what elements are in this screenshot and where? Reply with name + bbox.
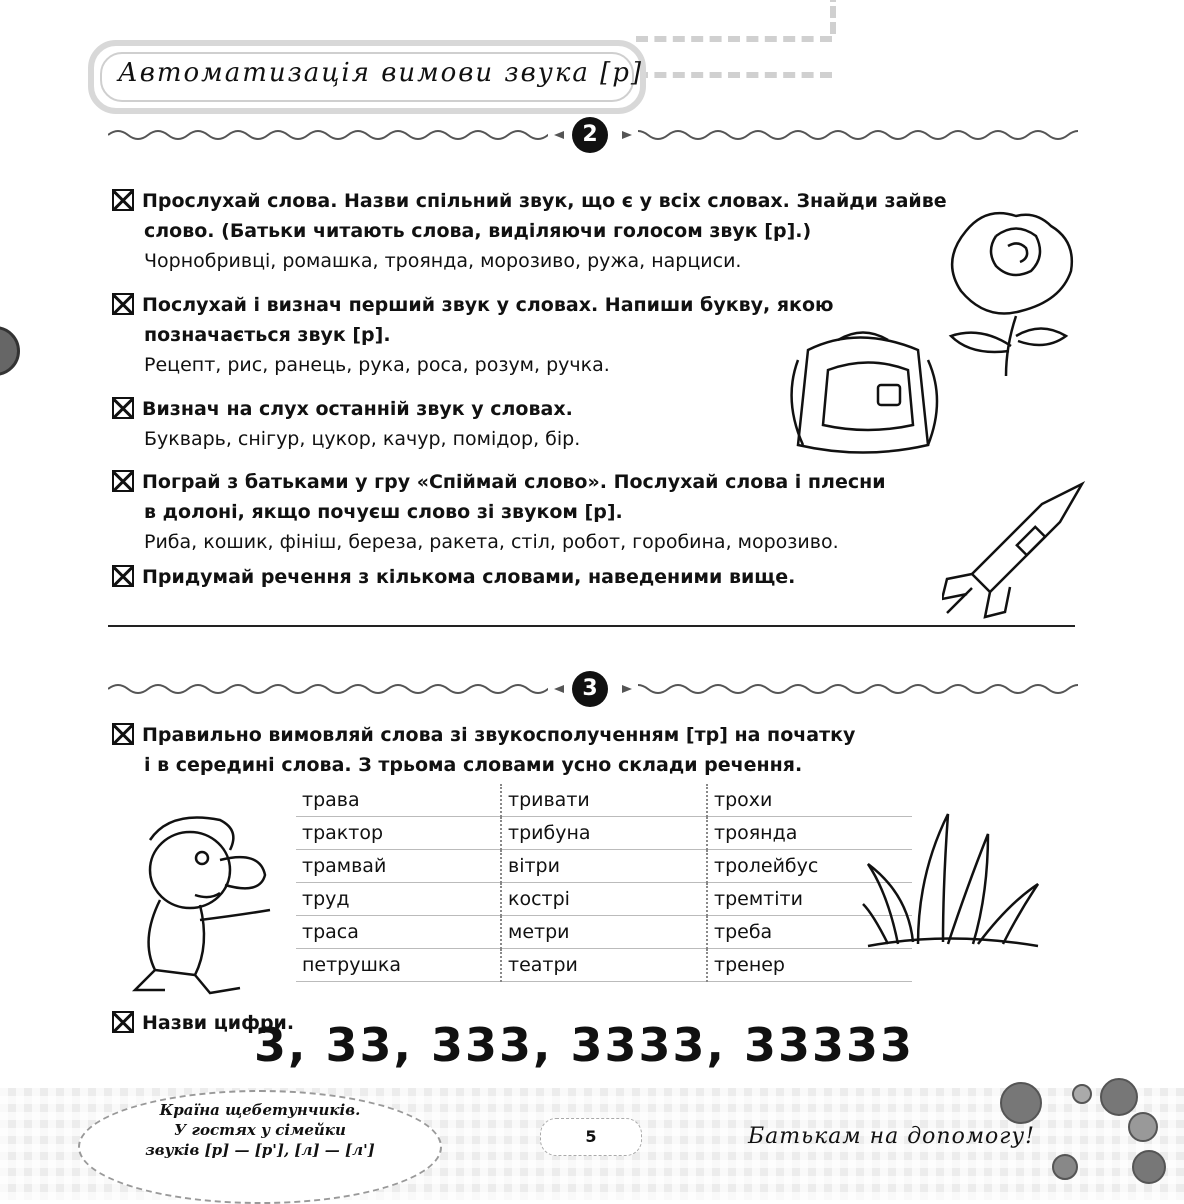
task-2-instruction: Послухай і визнач перший звук у словах. Напиши букву, якою	[142, 294, 834, 316]
checkbox-icon	[112, 189, 134, 211]
checkbox-icon	[112, 293, 134, 315]
task-1-instruction-cont: слово. (Батьки читають слова, виділяючи голосом звук [р].)	[144, 220, 812, 242]
cartoon-man-icon	[110, 800, 290, 995]
word-cell: вітри	[501, 850, 707, 883]
task-3-instruction: Визнач на слух останній звук у словах.	[142, 398, 573, 420]
section-separator	[108, 625, 1075, 627]
checkbox-icon	[112, 397, 134, 419]
word-cell: трохи	[707, 784, 912, 817]
word-cell: трамвай	[296, 850, 501, 883]
table-row	[296, 916, 912, 949]
task-tr	[112, 720, 855, 780]
task-tr-instruction: Правильно вимовляй слова зі звукосполученням [тр] на початку	[142, 724, 856, 746]
checkbox-icon	[112, 565, 134, 587]
task-digits-instruction: Назви цифри.	[142, 1012, 295, 1034]
checkbox-icon	[112, 470, 134, 492]
word-cell: треба	[707, 916, 912, 949]
word-cell: тремтіти	[707, 883, 912, 916]
book-title	[110, 1100, 410, 1160]
task-5-instruction: Придумай речення з кількома словами, наведеними вище.	[142, 566, 796, 588]
word-table	[296, 784, 912, 982]
decorative-dashed-line	[636, 72, 832, 78]
task-4-words: Риба, кошик, фініш, береза, ракета, стіл, робот, горобина, морозиво.	[144, 531, 839, 553]
series-title: Батькам на допомогу!	[748, 1124, 1036, 1149]
button-decoration-icon	[1128, 1112, 1158, 1142]
task-1-instruction: Прослухай слова. Назви спільний звук, що є у всіх словах. Знайди зайве	[142, 190, 947, 212]
book-title-line3: звуків [р] — [р'], [л] — [л']	[145, 1141, 375, 1159]
decorative-dashed-line	[830, 0, 836, 34]
checkbox-icon	[112, 723, 134, 745]
word-cell: траса	[296, 916, 501, 949]
table-row	[296, 817, 912, 850]
table-row	[296, 850, 912, 883]
task-2-words: Рецепт, рис, ранець, рука, роса, розум, ручка.	[144, 354, 610, 376]
backpack-icon	[778, 330, 948, 460]
word-cell: трава	[296, 784, 501, 817]
rose-icon	[936, 196, 1096, 381]
grass-icon	[858, 806, 1048, 956]
word-cell: тролейбус	[707, 850, 912, 883]
page-number: 5	[540, 1118, 642, 1156]
word-cell: тренер	[707, 949, 912, 982]
word-cell: тривати	[501, 784, 707, 817]
word-cell: метри	[501, 916, 707, 949]
word-cell: трибуна	[501, 817, 707, 850]
digits-display: 3, 33, 333, 3333, 33333	[254, 1018, 915, 1072]
table-row	[296, 949, 912, 982]
rocket-icon	[942, 478, 1092, 623]
section-number-3: 3	[572, 671, 608, 707]
button-decoration-icon	[1052, 1154, 1078, 1180]
task-1	[112, 186, 947, 276]
page-title: Автоматизація вимови звука [р]	[118, 58, 644, 88]
task-3-words: Букварь, снігур, цукор, качур, помідор, бір.	[144, 428, 581, 450]
book-title-line2: У гостях у сімейки	[174, 1121, 346, 1139]
word-cell: трактор	[296, 817, 501, 850]
button-decoration-icon	[1132, 1150, 1166, 1184]
button-decoration-icon	[1072, 1084, 1092, 1104]
task-1-words: Чорнобривці, ромашка, троянда, морозиво, ружа, нарциси.	[144, 250, 742, 272]
task-5	[112, 562, 795, 592]
word-cell: петрушка	[296, 949, 501, 982]
word-cell: кострі	[501, 883, 707, 916]
button-decoration-icon	[1100, 1078, 1138, 1116]
task-3	[112, 394, 580, 454]
task-2	[112, 290, 833, 380]
task-4	[112, 467, 886, 557]
table-row	[296, 784, 912, 817]
checkbox-icon	[112, 1011, 134, 1033]
task-4-instruction-cont: в долоні, якщо почуєш слово зі звуком [р].	[144, 501, 623, 523]
task-4-instruction: Пограй з батьками у гру «Спіймай слово». Послухай слова і плесни	[142, 471, 886, 493]
word-cell: труд	[296, 883, 501, 916]
button-decoration-icon	[1000, 1082, 1042, 1124]
page-edge-marker	[0, 326, 20, 376]
word-cell: театри	[501, 949, 707, 982]
task-2-instruction-cont: позначається звук [р].	[144, 324, 391, 346]
decorative-dashed-line	[636, 36, 832, 42]
task-tr-instruction-cont: і в середині слова. З трьома словами усно склади речення.	[144, 754, 803, 776]
table-row	[296, 883, 912, 916]
section-number-2: 2	[572, 117, 608, 153]
word-cell: троянда	[707, 817, 912, 850]
book-title-line1: Країна щебетунчиків.	[159, 1101, 361, 1119]
